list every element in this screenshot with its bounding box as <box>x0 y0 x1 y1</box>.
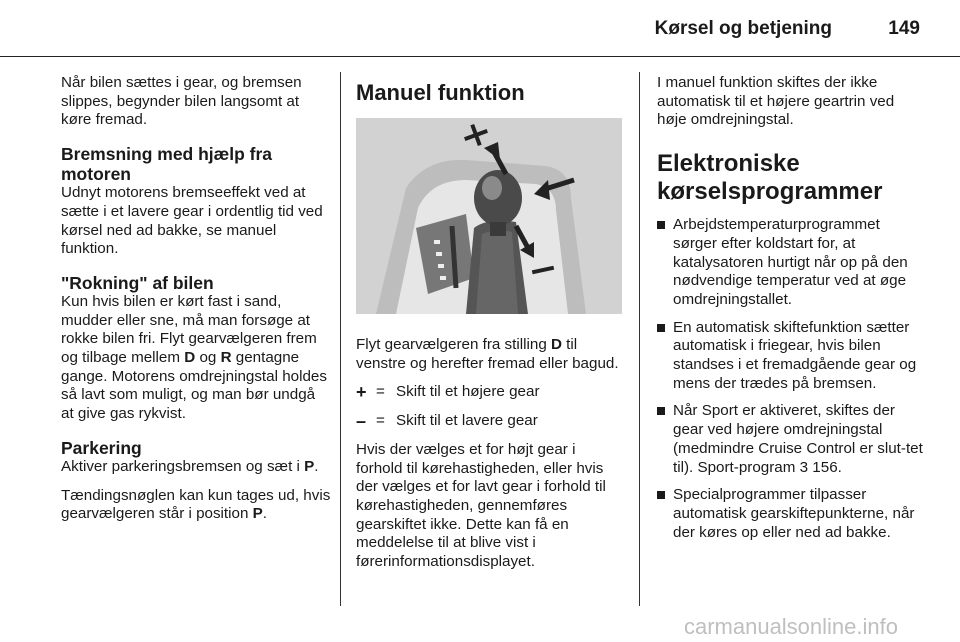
legend-minus <box>356 412 624 431</box>
header-divider <box>0 56 960 57</box>
parkering-paragraph: Aktiver parkeringsbremsen og sæt i P. <box>61 457 319 475</box>
page-reference-icon: 3 <box>799 458 809 476</box>
flyt-paragraph: Flyt gearvælgeren fra stilling D til venstre og herefter fremad eller bagud. <box>356 336 619 372</box>
gear-selector-image <box>356 118 622 314</box>
bullet-icon <box>657 221 665 229</box>
list-item: En automatisk skiftefunktion sætter automatisk i friegear, hvis bilen standses i et fremadgående gear og mens der trædes på bremsen. <box>657 319 923 394</box>
column-1 <box>61 74 331 534</box>
column-2 <box>356 74 624 582</box>
intro-paragraph: Når bilen sættes i gear, og bremsen slippes, begynder bilen langsomt at køre fremad. <box>61 74 302 129</box>
equals-sign: = <box>376 383 385 401</box>
bremsning-paragraph: Udnyt motorens bremseeffekt ved at sætte i et lavere gear i ordentlig tid ved kørsel ned ad bakke, se manuel funktion. <box>61 184 323 258</box>
heading-manuel-funktion: Manuel funktion <box>356 80 525 105</box>
page-number: 149 <box>888 18 920 39</box>
column-divider-1 <box>340 72 341 606</box>
equals-sign: = <box>376 412 385 430</box>
program-list <box>657 216 923 542</box>
manuel-paragraph: I manuel funktion skiftes der ikke automatisk til et højere geartrin ved høje omdrejningstal. <box>657 74 895 129</box>
legend-plus <box>356 383 624 402</box>
bullet-icon <box>657 491 665 499</box>
bullet-icon <box>657 407 665 415</box>
bullet-icon <box>657 324 665 332</box>
column-divider-2 <box>639 72 640 606</box>
legend-plus-text: Skift til et højere gear <box>396 383 540 401</box>
gear-selector-illustration <box>356 118 622 314</box>
heading-bremsning: Bremsning med hjælp fra motoren <box>61 144 273 185</box>
page-header <box>0 0 960 58</box>
hvis-paragraph: Hvis der vælges et for højt gear i forhold til kørehastigheden, eller hvis der vælges et for lavt gear i forhold til kørehastigheden, gennemføres gearskiftet ikke. Dette kan få en meddelelse til at blive vist i førerinformationsdisplayet. <box>356 440 606 571</box>
heading-rokning: "Rokning" af bilen <box>61 272 214 293</box>
column-3 <box>657 74 923 551</box>
heading-parkering: Parkering <box>61 437 142 458</box>
minus-icon: – <box>356 411 367 432</box>
plus-icon: + <box>356 382 367 403</box>
list-item: Arbejdstemperaturprogrammet sørger efter koldstart for, at katalysatoren hurtigt når op på den nødvendige temperatur ved at øge omdrejningstallet. <box>657 216 923 310</box>
header-title: Kørsel og betjening <box>654 18 832 39</box>
rokning-paragraph: Kun hvis bilen er kørt fast i sand, mudder eller sne, må man forsøge at rokke bilen fri. Flyt gearvælgeren frem og tilbage mellem D og R gentagne gange. Motorens omdrejningstal holdes så lavt som muligt, og man bør undgå at give gas rykvist. <box>61 292 327 423</box>
legend-minus-text: Skift til et lavere gear <box>396 412 538 430</box>
noegle-paragraph: Tændingsnøglen kan kun tages ud, hvis gearvælgeren står i position P. <box>61 486 331 523</box>
list-item: Specialprogrammer tilpasser automatisk gearskiftepunkterne, når der køres op eller ned ad bakke. <box>657 486 923 542</box>
list-item: Når Sport er aktiveret, skiftes der gear ved højere omdrejningstal (medmindre Cruise Control er slut-tet til). Sport-program 3 156. <box>657 402 923 477</box>
heading-elektroniske: Elektroniske kørselsprogrammer <box>657 150 883 206</box>
watermark: carmanualsonline.info <box>683 614 898 639</box>
page-reference[interactable]: 156. <box>812 458 842 476</box>
